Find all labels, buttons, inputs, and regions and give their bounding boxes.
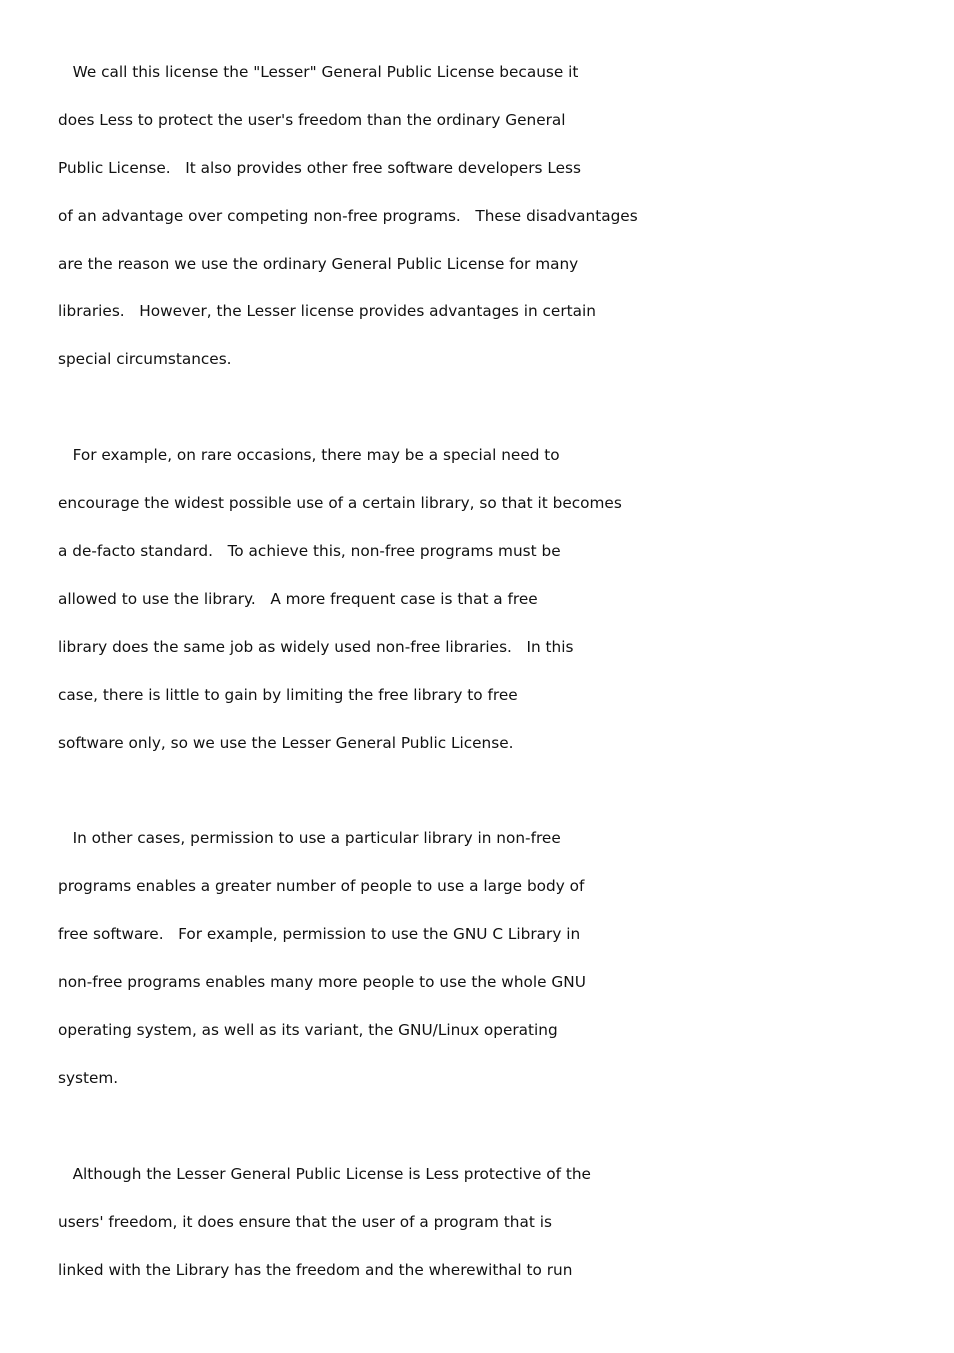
text-line: free software. For example, permission to use the GNU C Library in — [58, 925, 581, 944]
text-line: In other cases, permission to use a particular library in non-free — [58, 829, 561, 848]
text-line: system. — [58, 1068, 119, 1087]
text-line: non-free programs enables many more people to use the whole GNU — [58, 973, 586, 992]
text-line: of an advantage over competing non-free programs. These disadvantages — [58, 206, 638, 225]
text-line: programs enables a greater number of people to use a large body of — [58, 877, 585, 896]
text-line: libraries. However, the Lesser license provides advantages in certain — [58, 302, 596, 321]
paragraph-3 — [58, 826, 878, 1113]
text-line: does Less to protect the user's freedom than the ordinary General — [58, 110, 566, 129]
document-page — [58, 60, 878, 1353]
text-line: case, there is little to gain by limiting the free library to free — [58, 685, 518, 704]
text-line: a de-facto standard. To achieve this, non-free programs must be — [58, 542, 561, 561]
text-line: Although the Lesser General Public License is Less protective of the — [58, 1164, 591, 1183]
text-line: library does the same job as widely used non-free libraries. In this — [58, 637, 574, 656]
text-line: operating system, as well as its variant, the GNU/Linux operating — [58, 1021, 558, 1040]
paragraph-4 — [58, 1162, 878, 1306]
text-line: software only, so we use the Lesser General Public License. — [58, 733, 514, 752]
paragraph-1 — [58, 60, 878, 395]
text-line: users' freedom, it does ensure that the user of a program that is — [58, 1212, 552, 1231]
text-line: allowed to use the library. A more frequent case is that a free — [58, 589, 538, 608]
text-line: encourage the widest possible use of a certain library, so that it becomes — [58, 494, 622, 513]
text-line: are the reason we use the ordinary General Public License for many — [58, 254, 579, 273]
paragraph-2 — [58, 443, 878, 778]
text-line: special circumstances. — [58, 350, 232, 369]
text-line: For example, on rare occasions, there may be a special need to — [58, 446, 560, 465]
text-line: linked with the Library has the freedom and the wherewithal to run — [58, 1260, 573, 1279]
text-line: Public License. It also provides other free software developers Less — [58, 158, 581, 177]
text-line: We call this license the "Lesser" General Public License because it — [58, 63, 579, 81]
